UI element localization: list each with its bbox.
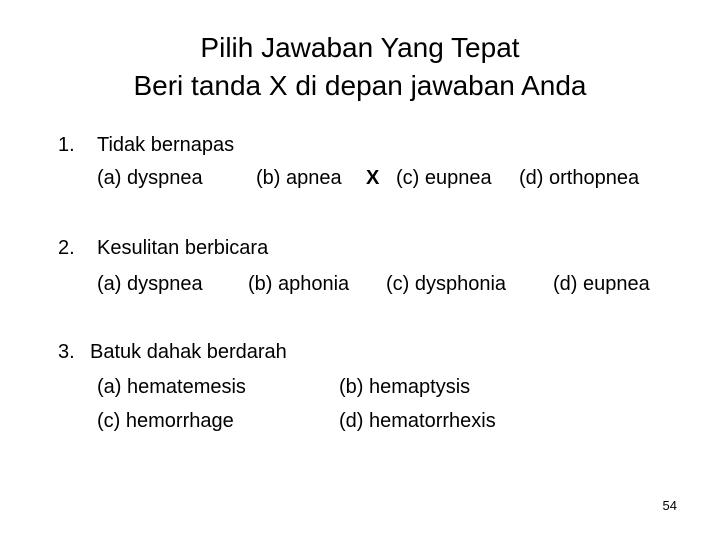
page-number: 54 [662,498,677,513]
question-number: 3. [58,341,75,363]
option-c: (c) hemorrhage [97,410,234,432]
question-number: 1. [58,134,75,156]
question-number: 2. [58,237,75,259]
option-d: (d) hematorrhexis [339,410,496,432]
question-text: Tidak bernapas [97,134,235,156]
question-text: Batuk dahak berdarah [90,341,287,363]
question-text: Kesulitan berbicara [97,237,269,259]
option-c: (c) dysphonia [386,273,507,295]
option-a: (a) dyspnea [97,167,203,189]
option-d: (d) eupnea [553,273,650,295]
title-line-2: Beri tanda X di depan jawaban Anda [133,70,587,101]
option-d: (d) orthopnea [519,167,640,189]
option-a: (a) hematemesis [97,376,246,398]
answer-mark: X [366,167,380,189]
option-b: (b) hemaptysis [339,376,471,398]
option-b: (b) aphonia [248,273,350,295]
option-a: (a) dyspnea [97,273,203,295]
option-c: (c) eupnea [396,167,492,189]
option-b: (b) apnea [256,167,342,189]
title-line-1: Pilih Jawaban Yang Tepat [200,32,520,63]
